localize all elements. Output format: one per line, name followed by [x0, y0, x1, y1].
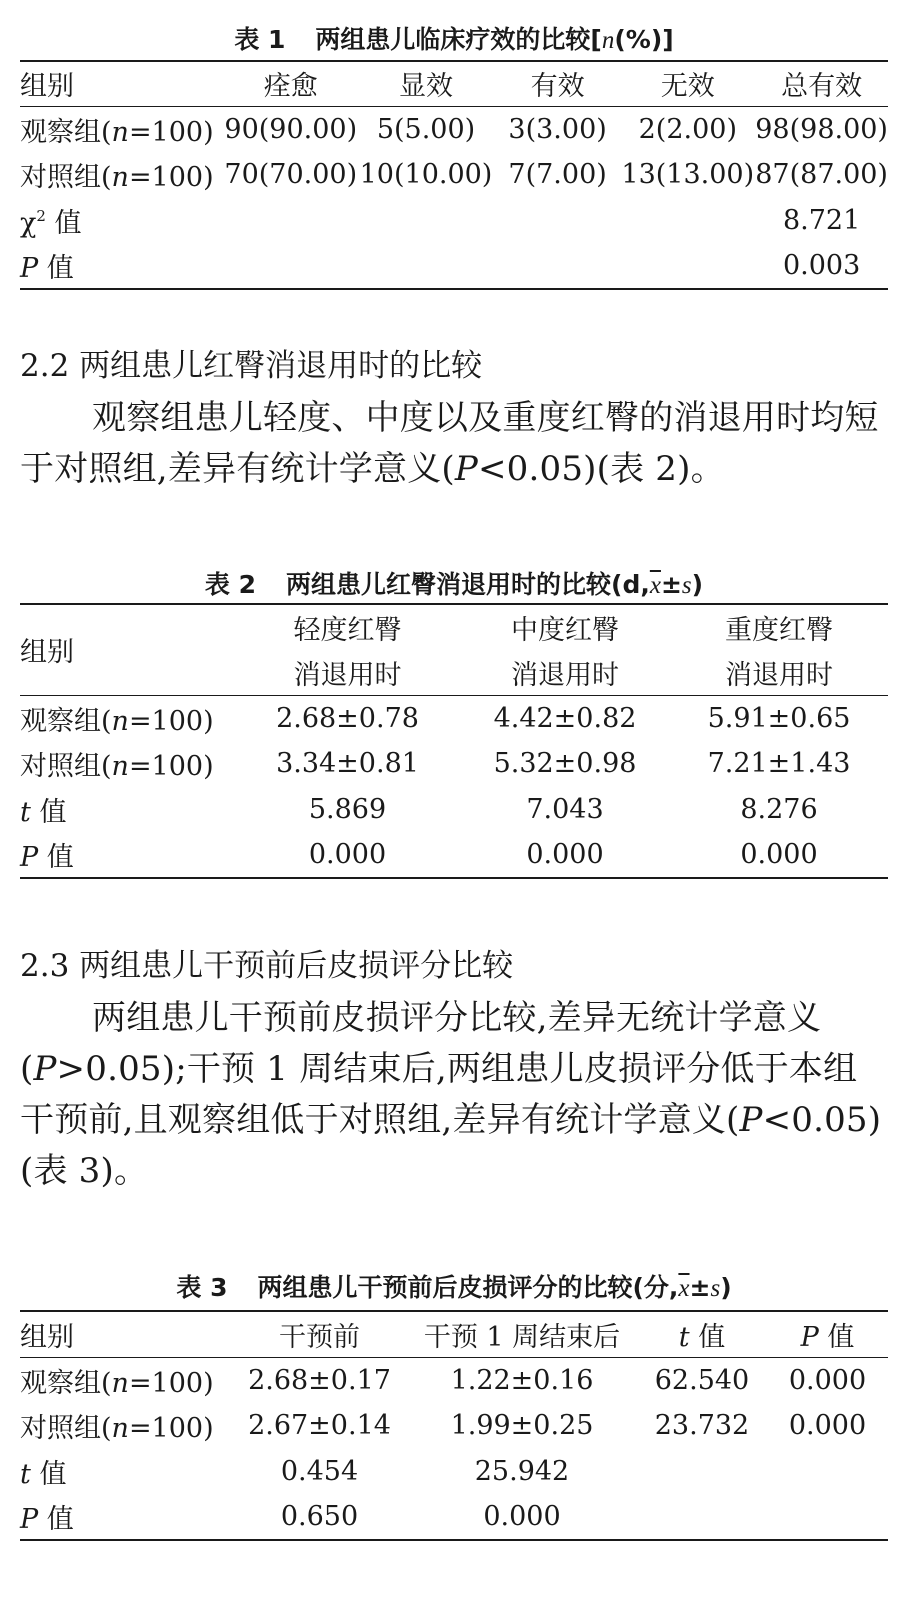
table1-header-total: 总有效	[755, 61, 888, 106]
table2-header-mild-1: 轻度红臀	[293, 615, 402, 646]
table-cell: 25.942	[474, 1455, 570, 1487]
table-cell: 70(70.00)	[224, 159, 358, 190]
table1-caption-num: 表 1	[234, 25, 286, 54]
table-row	[20, 1448, 888, 1494]
section-2-2-paragraph: 观察组患儿轻度、中度以及重度红臀的消退用时均短于对照组,差异有统计学意义(P<0.05)(表 2)。	[20, 398, 879, 489]
table-cell: 1.99±0.25	[450, 1410, 594, 1441]
table1-caption	[20, 20, 888, 56]
table2-header-mild-2: 消退用时	[235, 650, 460, 695]
table2-header-moderate-2: 消退用时	[460, 650, 670, 695]
table-cell: 3(3.00)	[508, 113, 607, 145]
row-label: 对照组(n=100)	[20, 1413, 214, 1444]
table-cell: 0.000	[526, 839, 604, 870]
chi-square-value: 8.721	[782, 204, 861, 236]
table-row	[20, 741, 888, 786]
row-label: 观察组(n=100)	[20, 1367, 214, 1399]
table-cell: 5.32±0.98	[493, 748, 637, 779]
table-cell: 90(90.00)	[224, 113, 358, 145]
table-cell: 2(2.00)	[638, 113, 737, 145]
table-cell: 98(98.00)	[755, 113, 888, 145]
table-cell: 1.22±0.16	[450, 1364, 594, 1396]
row-label: 对照组(n=100)	[20, 751, 214, 782]
table-cell: 7(7.00)	[508, 159, 607, 190]
chi-square-label: $\chi^2$ 值	[20, 206, 82, 239]
table-cell: 0.000	[740, 839, 818, 870]
table2-header-severe-2: 消退用时	[670, 650, 888, 695]
table-cell: 87(87.00)	[755, 159, 888, 190]
table3-caption: 表 3 两组患儿干预前后皮损评分的比较(分$,\overline{x}\pm s$)	[176, 1273, 732, 1302]
table-cell: 0.650	[280, 1501, 359, 1532]
table-row	[20, 1494, 888, 1540]
table3-header-t: t 值	[637, 1311, 767, 1357]
table1-header-ineffective: 无效	[620, 61, 755, 106]
table-row	[20, 197, 888, 243]
table1	[20, 60, 888, 290]
table2-header-moderate-1: 中度红臀	[511, 615, 619, 646]
row-label: 观察组(n=100)	[20, 116, 214, 148]
table-row	[20, 695, 888, 741]
table3-header-group: 组别	[20, 1311, 232, 1357]
table-cell: 4.42±0.82	[493, 702, 637, 734]
table1-header-effective: 有效	[495, 61, 621, 106]
table3	[20, 1310, 888, 1541]
p-value-label: P 值	[20, 842, 74, 873]
table-cell: 5.91±0.65	[707, 702, 851, 734]
p-value: 0.003	[782, 250, 861, 281]
table1-header-group: 组别	[20, 61, 224, 106]
table-cell: 0.454	[280, 1455, 359, 1487]
table-cell: 2.68±0.78	[276, 702, 419, 734]
table3-header-before: 干预前	[232, 1311, 407, 1357]
table-row	[20, 786, 888, 832]
table3-caption-num: 表 3	[176, 1273, 228, 1302]
table-cell: 0.000	[483, 1501, 561, 1532]
table-cell: 3.34±0.81	[276, 748, 419, 779]
table-cell: 2.67±0.14	[248, 1410, 391, 1441]
section-2-3-paragraph: 两组患儿干预前皮损评分比较,差异无统计学意义(P>0.05);干预 1 周结束后,两组患儿皮损评分低于本组干预前,且观察组低于对照组,差异有统计学意义(P<0.05)(表 3)。	[20, 998, 882, 1191]
row-label: 观察组(n=100)	[20, 705, 214, 737]
table-cell: 8.276	[740, 793, 818, 825]
section-2-3-heading: 2.3 两组患儿干预前后皮损评分比较	[20, 948, 514, 984]
p-value-label: P 值	[20, 253, 74, 284]
table-cell: 0.000	[788, 1410, 867, 1441]
table2-header-severe-1: 重度红臀	[725, 615, 833, 646]
table-cell: 2.68±0.17	[248, 1364, 391, 1396]
table2-caption-num: 表 2	[204, 570, 257, 599]
table2	[20, 603, 888, 879]
table-row	[20, 152, 888, 197]
table1-caption-n: n	[601, 27, 615, 54]
table-row	[20, 106, 888, 152]
table-cell: 62.540	[654, 1364, 750, 1396]
table-cell: 13(13.00)	[621, 159, 755, 190]
table-cell: 10(10.00)	[359, 159, 493, 190]
table-row	[20, 1403, 888, 1448]
table2-caption: 表 2 两组患儿红臀消退用时的比较$(d,\overline{x}\pm s)$	[204, 570, 704, 599]
table-cell: 7.21±1.43	[707, 748, 851, 779]
t-value-label: t 值	[20, 796, 67, 828]
table3-header-p: P 值	[767, 1311, 888, 1357]
table-cell: 0.000	[308, 839, 387, 870]
table-cell: 23.732	[654, 1410, 750, 1441]
p-value-label: P 值	[20, 1504, 74, 1535]
table1-caption-end: (%)]	[614, 25, 674, 54]
table-cell: 0.000	[788, 1364, 867, 1396]
table-row	[20, 832, 888, 878]
table1-header-cured: 痊愈	[224, 61, 357, 106]
table1-header-marked: 显效	[357, 61, 495, 106]
table1-caption-text: 两组患儿临床疗效的比较[	[315, 25, 602, 54]
table-row	[20, 243, 888, 289]
table-row	[20, 1357, 888, 1403]
table2-header-group: 组别	[20, 604, 235, 695]
table-cell: 5(5.00)	[376, 113, 476, 145]
table3-header-after: 干预 1 周结束后	[407, 1311, 637, 1357]
t-value-label: t 值	[20, 1458, 67, 1490]
table-cell: 5.869	[308, 793, 387, 825]
section-2-2-heading: 2.2 两组患儿红臀消退用时的比较	[20, 348, 483, 384]
row-label: 对照组(n=100)	[20, 162, 214, 193]
table-cell: 7.043	[526, 793, 604, 825]
